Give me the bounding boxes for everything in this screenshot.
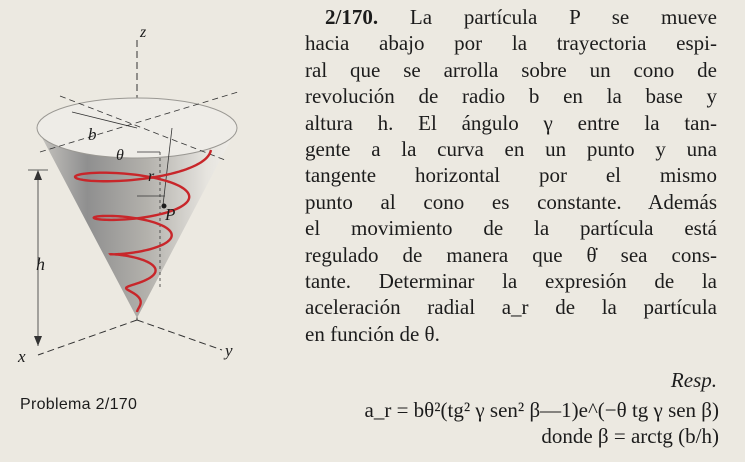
- label-y: y: [225, 341, 233, 360]
- problem-line: [305, 4, 717, 30]
- problem-line: en función de θ.: [305, 321, 440, 346]
- label-b: b: [88, 125, 97, 144]
- problem-line-text: La partícula P se mueve: [409, 5, 718, 29]
- answer-equation: a_r = bθ²(tg² γ sen² β—1)e^(−θ tg γ sen β): [364, 398, 719, 422]
- problem-line: el movimiento de la partícula está: [305, 216, 717, 241]
- problem-line: regulado de manera que θ̇ sea cons-: [305, 242, 717, 267]
- label-theta: θ: [116, 147, 124, 164]
- label-z: z: [140, 24, 147, 41]
- problem-line: hacia abajo por la trayectoria espi-: [305, 31, 717, 56]
- answer-label: Resp.: [670, 368, 717, 392]
- label-P: P: [165, 205, 176, 224]
- x-axis: [38, 320, 137, 355]
- answer-where: donde β = arctg (b/h): [541, 424, 719, 448]
- label-x: x: [18, 347, 26, 366]
- problem-line: ral que se arrolla sobre un cono de: [305, 57, 717, 82]
- problem-line: gente a la curva en un punto y una: [305, 137, 717, 162]
- problem-line: punto al cono es constante. Además: [305, 189, 717, 214]
- h-arrow-bottom: [34, 336, 42, 346]
- figure-caption: Problema 2/170: [20, 396, 138, 413]
- problem-line: revolución de radio b en la base y: [305, 84, 717, 109]
- problem-text: [305, 4, 717, 347]
- h-arrow-top: [34, 170, 42, 180]
- label-h: h: [36, 254, 45, 274]
- problem-number: 2/170.: [325, 5, 379, 29]
- label-r: r: [148, 168, 155, 185]
- problem-line: tangente horizontal por el mismo: [305, 163, 717, 188]
- problem-line: aceleración radial a_r de la partícula: [305, 295, 717, 320]
- cone-spiral-figure: [0, 0, 300, 390]
- y-axis: [137, 320, 222, 350]
- problem-line: altura h. El ángulo γ entre la tan-: [305, 110, 717, 135]
- problem-line: tante. Determinar la expresión de la: [305, 269, 717, 294]
